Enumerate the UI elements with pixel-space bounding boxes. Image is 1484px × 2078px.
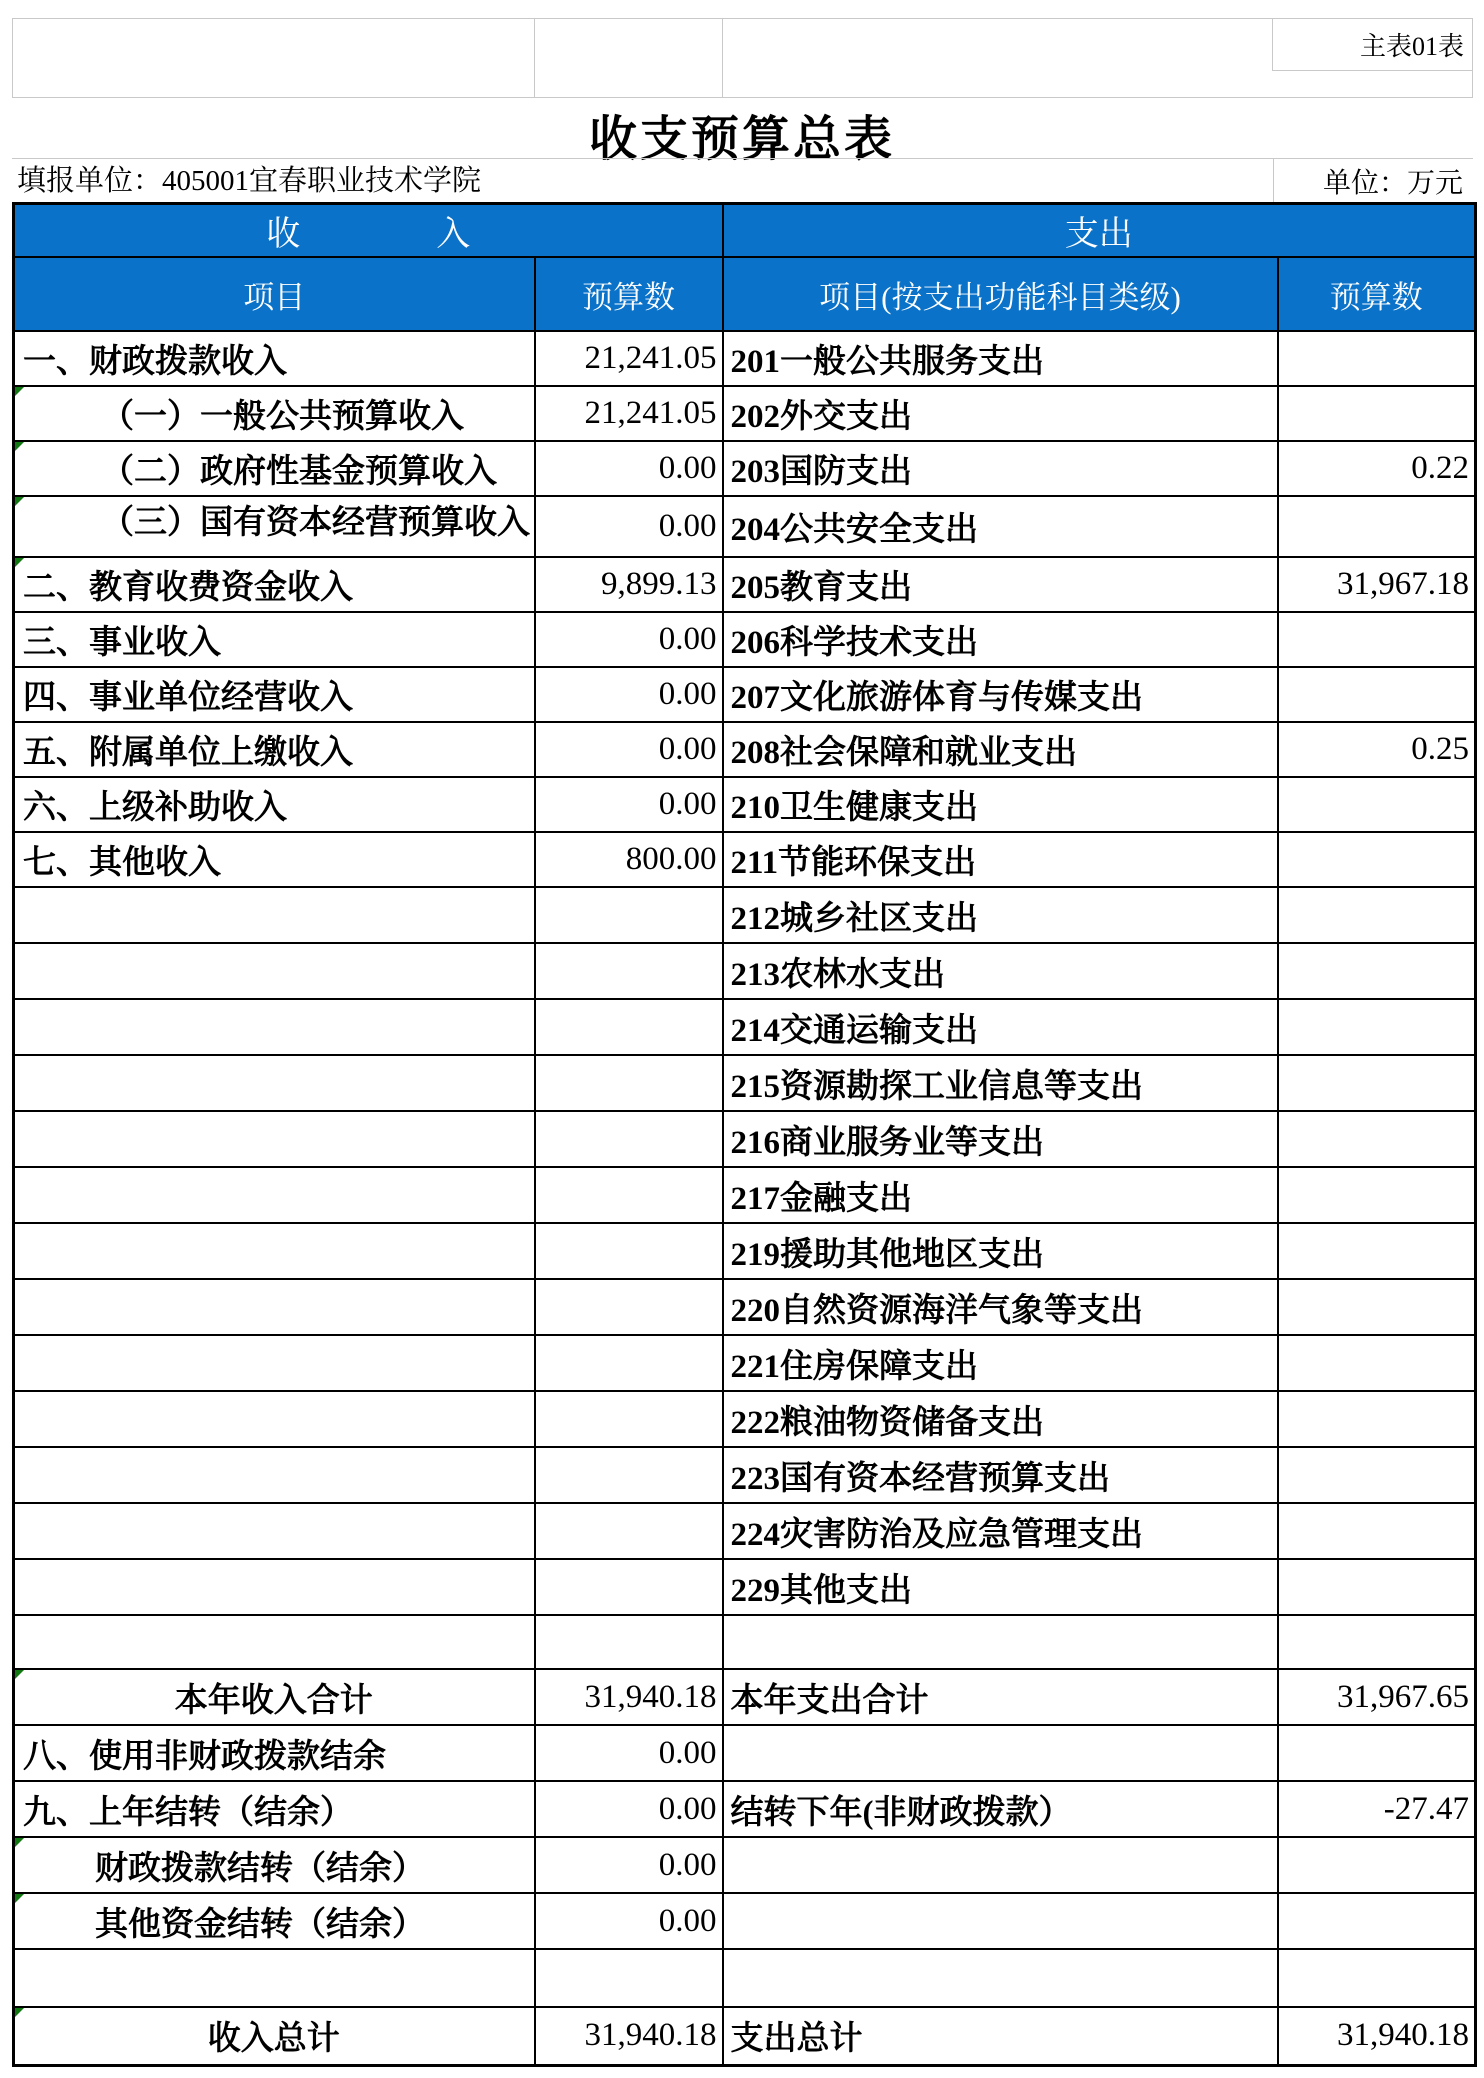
corner-marker-icon [15, 1670, 24, 1679]
income-item-cell[interactable] [14, 1781, 535, 1837]
sheet-tag: 主表01表 [1359, 32, 1464, 61]
column-header-row [14, 257, 1476, 331]
table-row [14, 331, 1476, 386]
income-budget-cell[interactable]: 0.00 [535, 667, 723, 722]
income-item-cell[interactable] [14, 1279, 535, 1335]
expense-item-cell[interactable]: 206科学技术支出 [723, 612, 1278, 667]
income-item-cell[interactable] [14, 1949, 535, 2007]
expense-item-cell[interactable]: 223国有资本经营预算支出 [723, 1447, 1278, 1503]
expense-item-cell[interactable] [723, 1725, 1278, 1781]
table-row [14, 887, 1476, 943]
income-budget-cell[interactable] [535, 1559, 723, 1615]
table-row [14, 1111, 1476, 1167]
corner-marker-icon [15, 1838, 24, 1847]
table-row [14, 1335, 1476, 1391]
expense-item-cell[interactable]: 202外交支出 [723, 386, 1278, 441]
income-budget-cell[interactable] [535, 1167, 723, 1223]
expense-budget-cell[interactable] [1278, 386, 1476, 441]
table-row [14, 1949, 1476, 2007]
table-row [14, 1837, 1476, 1893]
table-row [14, 943, 1476, 999]
corner-marker-icon [15, 387, 24, 396]
expense-budget-cell[interactable]: 31,967.65 [1278, 1669, 1476, 1725]
table-row [14, 2007, 1476, 2065]
expense-budget-cell[interactable] [1278, 1949, 1476, 2007]
table-row [14, 1391, 1476, 1447]
expense-budget-header[interactable]: 预算数 [1278, 257, 1476, 331]
income-budget-cell[interactable]: 0.00 [535, 722, 723, 777]
income-budget-cell[interactable] [535, 887, 723, 943]
income-item-cell[interactable] [14, 667, 535, 722]
expense-budget-cell[interactable] [1278, 1503, 1476, 1559]
income-item-cell[interactable] [14, 612, 535, 667]
expense-budget-cell[interactable] [1278, 1837, 1476, 1893]
income-budget-cell[interactable]: 800.00 [535, 832, 723, 887]
expense-budget-cell[interactable] [1278, 1559, 1476, 1615]
expense-item-cell[interactable]: 201一般公共服务支出 [723, 331, 1278, 386]
expense-budget-cell[interactable] [1278, 999, 1476, 1055]
expense-item-cell[interactable]: 213农林水支出 [723, 943, 1278, 999]
income-item-label: 本年收入合计 [174, 1682, 373, 1719]
table-row [14, 386, 1476, 441]
income-budget-cell[interactable]: 9,899.13 [535, 557, 723, 612]
expense-item-cell[interactable]: 229其他支出 [723, 1559, 1278, 1615]
expense-item-cell[interactable]: 208社会保障和就业支出 [723, 722, 1278, 777]
table-row [14, 1055, 1476, 1111]
expense-budget-cell[interactable] [1278, 1725, 1476, 1781]
grid-line [534, 19, 535, 97]
income-item-cell[interactable] [14, 1503, 535, 1559]
corner-marker-icon [15, 497, 24, 506]
income-item-cell[interactable] [14, 1615, 535, 1669]
expense-budget-cell[interactable] [1278, 1447, 1476, 1503]
income-item-label: 七、其他收入 [23, 845, 221, 881]
income-budget-cell[interactable] [535, 999, 723, 1055]
table-row [14, 722, 1476, 777]
income-item-header[interactable]: 项目 [14, 257, 535, 331]
income-item-cell[interactable] [14, 1223, 535, 1279]
expense-item-cell[interactable]: 212城乡社区支出 [723, 887, 1278, 943]
expense-item-cell[interactable]: 210卫生健康支出 [723, 777, 1278, 832]
income-budget-cell[interactable]: 0.00 [535, 612, 723, 667]
expense-budget-cell[interactable]: -27.47 [1278, 1781, 1476, 1837]
table-row [14, 1669, 1476, 1725]
expense-item-cell[interactable]: 205教育支出 [723, 557, 1278, 612]
table-row [14, 777, 1476, 832]
expense-budget-cell[interactable] [1278, 612, 1476, 667]
expense-item-cell[interactable]: 220自然资源海洋气象等支出 [723, 1279, 1278, 1335]
table-row [14, 496, 1476, 557]
expense-item-cell[interactable]: 结转下年(非财政拨款） [723, 1781, 1278, 1837]
filler-unit-label: 填报单位：405001宜春职业技术学院 [17, 165, 482, 197]
table-row [14, 1615, 1476, 1669]
table-row [14, 1279, 1476, 1335]
sheet-header-grid [12, 18, 1473, 98]
income-item-label: 一、财政拨款收入 [23, 344, 287, 380]
income-item-label: 收入总计 [207, 2021, 340, 2058]
income-item-label: 六、上级补助收入 [23, 790, 287, 826]
group-header-row [14, 204, 1476, 258]
expense-budget-cell[interactable] [1278, 1391, 1476, 1447]
income-item-cell[interactable] [14, 1111, 535, 1167]
income-budget-cell[interactable]: 31,940.18 [535, 2007, 723, 2065]
income-budget-cell[interactable]: 21,241.05 [535, 331, 723, 386]
expense-budget-cell[interactable] [1278, 1279, 1476, 1335]
expense-item-cell[interactable] [723, 1615, 1278, 1669]
money-unit-label: 单位：万元 [1322, 167, 1463, 199]
income-item-cell[interactable] [14, 832, 535, 887]
income-budget-cell[interactable] [535, 1615, 723, 1669]
income-item-cell[interactable] [14, 496, 535, 557]
income-item-cell[interactable] [14, 999, 535, 1055]
expense-item-cell[interactable]: 214交通运输支出 [723, 999, 1278, 1055]
income-budget-cell[interactable]: 0.00 [535, 1781, 723, 1837]
income-item-cell[interactable] [14, 1167, 535, 1223]
income-budget-cell[interactable] [535, 943, 723, 999]
expense-budget-cell[interactable] [1278, 1167, 1476, 1223]
expense-item-cell[interactable] [723, 1837, 1278, 1893]
income-budget-header[interactable]: 预算数 [535, 257, 723, 331]
expense-item-cell[interactable] [723, 1893, 1278, 1949]
expense-item-cell[interactable]: 215资源勘探工业信息等支出 [723, 1055, 1278, 1111]
income-item-cell[interactable] [14, 1837, 535, 1893]
income-item-cell[interactable] [14, 557, 535, 612]
expense-item-cell[interactable]: 支出总计 [723, 2007, 1278, 2065]
income-item-label: 四、事业单位经营收入 [23, 680, 353, 716]
income-item-label: 三、事业收入 [23, 625, 221, 661]
income-budget-cell[interactable] [535, 1391, 723, 1447]
income-budget-cell[interactable] [535, 1055, 723, 1111]
table-row [14, 612, 1476, 667]
expense-budget-cell[interactable] [1278, 1111, 1476, 1167]
expense-item-cell[interactable]: 224灾害防治及应急管理支出 [723, 1503, 1278, 1559]
expense-budget-cell[interactable] [1278, 943, 1476, 999]
expense-item-cell[interactable]: 204公共安全支出 [723, 496, 1278, 557]
income-budget-cell[interactable]: 0.00 [535, 1837, 723, 1893]
income-budget-cell[interactable]: 21,241.05 [535, 386, 723, 441]
expense-budget-cell[interactable] [1278, 1223, 1476, 1279]
income-group-header[interactable]: 收 入 [14, 204, 723, 258]
expense-budget-cell[interactable] [1278, 832, 1476, 887]
income-item-cell[interactable] [14, 777, 535, 832]
table-row [14, 1503, 1476, 1559]
expense-budget-cell[interactable]: 0.22 [1278, 441, 1476, 496]
table-row [14, 1447, 1476, 1503]
income-item-label: 八、使用非财政拨款结余 [23, 1738, 386, 1775]
corner-marker-icon [15, 442, 24, 451]
money-unit-cell [1273, 159, 1473, 202]
table-row [14, 1167, 1476, 1223]
grid-line [722, 19, 723, 97]
report-title: 收支预算总表 [588, 113, 895, 166]
expense-item-cell[interactable]: 222粮油物资储备支出 [723, 1391, 1278, 1447]
income-item-cell[interactable] [14, 441, 535, 496]
expense-budget-cell[interactable] [1278, 1055, 1476, 1111]
table-row [14, 441, 1476, 496]
expense-budget-cell[interactable]: 31,940.18 [1278, 2007, 1476, 2065]
income-item-label: 五、附属单位上缴收入 [23, 735, 353, 771]
expense-item-cell[interactable]: 203国防支出 [723, 441, 1278, 496]
expense-group-header[interactable]: 支出 [723, 204, 1476, 258]
income-item-label: 九、上年结转（结余） [23, 1794, 353, 1831]
expense-budget-cell[interactable] [1278, 777, 1476, 832]
income-item-cell[interactable] [14, 1391, 535, 1447]
expense-item-cell[interactable]: 本年支出合计 [723, 1669, 1278, 1725]
corner-marker-icon [15, 1894, 24, 1903]
income-budget-cell[interactable] [535, 1279, 723, 1335]
income-item-cell[interactable] [14, 887, 535, 943]
income-item-cell[interactable] [14, 1669, 535, 1725]
expense-budget-cell[interactable] [1278, 1335, 1476, 1391]
income-item-cell[interactable] [14, 386, 535, 441]
income-item-label: 其他资金结转（结余） [95, 1906, 425, 1943]
income-item-cell[interactable] [14, 1055, 535, 1111]
income-item-cell[interactable] [14, 722, 535, 777]
sheet-tag-cell[interactable] [1272, 18, 1473, 71]
expense-item-cell[interactable]: 216商业服务业等支出 [723, 1111, 1278, 1167]
table-row [14, 667, 1476, 722]
income-item-cell[interactable] [14, 1559, 535, 1615]
expense-item-cell[interactable]: 219援助其他地区支出 [723, 1223, 1278, 1279]
expense-budget-cell[interactable]: 31,967.18 [1278, 557, 1476, 612]
corner-marker-icon [15, 2008, 24, 2017]
income-budget-cell[interactable] [535, 1949, 723, 2007]
income-budget-cell[interactable]: 0.00 [535, 777, 723, 832]
income-item-cell[interactable] [14, 1447, 535, 1503]
income-budget-cell[interactable]: 0.00 [535, 1725, 723, 1781]
expense-item-cell[interactable]: 217金融支出 [723, 1167, 1278, 1223]
table-row [14, 832, 1476, 887]
income-budget-cell[interactable] [535, 1503, 723, 1559]
expense-budget-cell[interactable] [1278, 1615, 1476, 1669]
income-budget-cell[interactable]: 31,940.18 [535, 1669, 723, 1725]
report-unit-line [12, 158, 1473, 202]
income-item-cell[interactable] [14, 943, 535, 999]
expense-budget-cell[interactable] [1278, 331, 1476, 386]
income-item-cell[interactable] [14, 1335, 535, 1391]
income-item-label: （三）国有资本经营预算收入 [101, 505, 530, 541]
income-budget-cell[interactable]: 0.00 [535, 496, 723, 557]
income-item-cell[interactable] [14, 331, 535, 386]
table-row [14, 1725, 1476, 1781]
income-budget-cell[interactable]: 0.00 [535, 1893, 723, 1949]
income-budget-cell[interactable] [535, 1223, 723, 1279]
expense-budget-cell[interactable] [1278, 667, 1476, 722]
income-item-label: 二、教育收费资金收入 [23, 570, 353, 606]
table-row [14, 1223, 1476, 1279]
expense-budget-cell[interactable] [1278, 887, 1476, 943]
income-item-label: 财政拨款结转（结余） [95, 1850, 425, 1887]
income-budget-cell[interactable]: 0.00 [535, 441, 723, 496]
table-row [14, 1559, 1476, 1615]
table-row [14, 1781, 1476, 1837]
income-budget-cell[interactable] [535, 1447, 723, 1503]
table-row [14, 557, 1476, 612]
income-item-label: （二）政府性基金预算收入 [101, 454, 497, 490]
expense-item-cell[interactable]: 221住房保障支出 [723, 1335, 1278, 1391]
income-item-cell[interactable] [14, 1893, 535, 1949]
table-row [14, 999, 1476, 1055]
table-row [14, 1893, 1476, 1949]
expense-budget-cell[interactable] [1278, 496, 1476, 557]
income-item-cell[interactable] [14, 1725, 535, 1781]
expense-item-cell[interactable]: 207文化旅游体育与传媒支出 [723, 667, 1278, 722]
budget-table [12, 202, 1477, 2067]
income-item-cell[interactable] [14, 2007, 535, 2065]
income-budget-cell[interactable] [535, 1111, 723, 1167]
expense-item-cell[interactable]: 211节能环保支出 [723, 832, 1278, 887]
expense-budget-cell[interactable]: 0.25 [1278, 722, 1476, 777]
expense-item-header[interactable]: 项目(按支出功能科目类级) [723, 257, 1278, 331]
income-budget-cell[interactable] [535, 1335, 723, 1391]
income-item-label: （一）一般公共预算收入 [101, 399, 464, 435]
expense-budget-cell[interactable] [1278, 1893, 1476, 1949]
corner-marker-icon [15, 558, 24, 567]
expense-item-cell[interactable] [723, 1949, 1278, 2007]
